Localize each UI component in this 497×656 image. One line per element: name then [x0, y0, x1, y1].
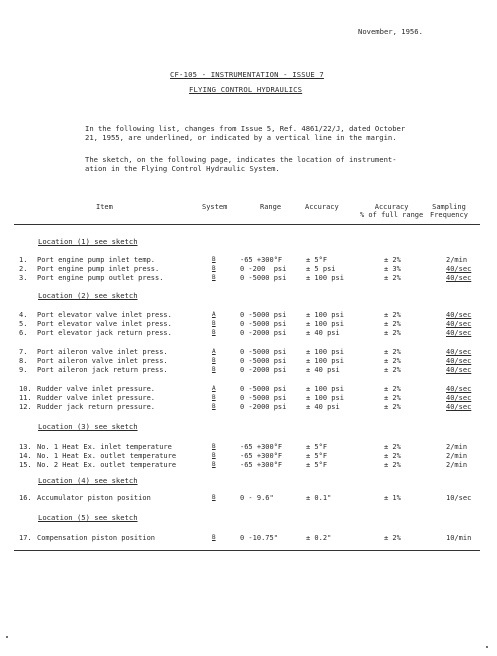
row-full-range: ± 2%	[384, 320, 401, 328]
row-range: 0 -5000 psi	[240, 394, 287, 402]
row-item: No. 1 Heat Ex. outlet temperature	[37, 452, 177, 460]
row-sampling: 40/sec	[446, 366, 472, 374]
row-number: 15.	[19, 461, 32, 469]
row-accuracy: ± 100 psi	[306, 320, 344, 328]
document-date: November, 1956.	[358, 27, 423, 36]
row-sampling: 2/min	[446, 443, 468, 451]
row-accuracy: ± 5°F	[306, 443, 328, 451]
row-full-range: ± 2%	[384, 274, 401, 282]
scan-speck	[6, 636, 8, 638]
row-full-range: ± 2%	[384, 534, 401, 542]
row-range: 0 -2000 psi	[240, 366, 287, 374]
location-3-label: Location (3) see sketch	[38, 422, 138, 431]
row-full-range: ± 2%	[384, 394, 401, 402]
row-number: 4.	[19, 311, 28, 319]
header-system: System	[202, 203, 228, 211]
row-sampling: 10/min	[446, 534, 472, 542]
scan-speck	[486, 646, 488, 648]
location-1-label: Location (1) see sketch	[38, 237, 138, 246]
row-accuracy: ± 40 psi	[306, 403, 340, 411]
row-number: 1.	[19, 256, 28, 264]
sketch-note-paragraph: The sketch, on the following page, indicates the location of instrument- ation in the Flying Control Hydraulic System.	[85, 155, 397, 173]
row-accuracy: ± 40 psi	[306, 366, 340, 374]
location-5-label: Location (5) see sketch	[38, 513, 138, 522]
header-range: Range	[260, 203, 282, 211]
row-sampling: 40/sec	[446, 265, 472, 273]
row-system: B	[212, 452, 216, 459]
header-full-range: Accuracy % of full range	[360, 203, 424, 219]
row-range: 0 -2000 psi	[240, 329, 287, 337]
row-accuracy: ± 0.1"	[306, 494, 332, 502]
row-full-range: ± 2%	[384, 256, 401, 264]
row-system: A	[212, 385, 216, 392]
header-accuracy: Accuracy	[305, 203, 339, 211]
row-item: Port aileron jack return press.	[37, 366, 168, 374]
header-item: Item	[96, 203, 113, 211]
row-system: B	[212, 265, 216, 272]
row-item: Port aileron valve inlet press.	[37, 348, 168, 356]
row-sampling: 40/sec	[446, 329, 472, 337]
row-number: 14.	[19, 452, 32, 460]
row-full-range: ± 2%	[384, 366, 401, 374]
intro-paragraph: In the following list, changes from Issue 5, Ref. 4861/22/J, dated October 21, 1955, are underlined, or indicated by a vertical line in the margin.	[85, 124, 406, 142]
row-item: No. 2 Heat Ex. outlet temperature	[37, 461, 177, 469]
row-number: 8.	[19, 357, 28, 365]
row-sampling: 10/sec	[446, 494, 472, 502]
row-accuracy: ± 0.2"	[306, 534, 332, 542]
row-system: A	[212, 348, 216, 355]
row-accuracy: ± 40 psi	[306, 329, 340, 337]
row-sampling: 40/sec	[446, 320, 472, 328]
row-full-range: ± 2%	[384, 357, 401, 365]
row-accuracy: ± 100 psi	[306, 385, 344, 393]
row-sampling: 2/min	[446, 452, 468, 460]
row-system: B	[212, 394, 216, 401]
row-number: 6.	[19, 329, 28, 337]
row-range: 0 -2000 psi	[240, 403, 287, 411]
row-range: 0 - 9.6"	[240, 494, 274, 502]
row-item: Port elevator valve inlet press.	[37, 311, 172, 319]
row-item: Rudder valve inlet pressure.	[37, 385, 156, 393]
document-subtitle: FLYING CONTROL HYDRAULICS	[189, 85, 303, 94]
row-accuracy: ± 100 psi	[306, 357, 344, 365]
row-range: 0 -5000 psi	[240, 311, 287, 319]
row-system: A	[212, 311, 216, 318]
location-2-label: Location (2) see sketch	[38, 291, 138, 300]
row-range: -65 +300°F	[240, 443, 283, 451]
row-full-range: ± 2%	[384, 348, 401, 356]
row-full-range: ± 2%	[384, 452, 401, 460]
row-item: Port aileron valve inlet press.	[37, 357, 168, 365]
row-number: 17.	[19, 534, 32, 542]
row-sampling: 2/min	[446, 461, 468, 469]
row-sampling: 40/sec	[446, 403, 472, 411]
row-range: 0 -10.75"	[240, 534, 278, 542]
row-number: 11.	[19, 394, 32, 402]
row-sampling: 2/min	[446, 256, 468, 264]
row-number: 12.	[19, 403, 32, 411]
row-number: 7.	[19, 348, 28, 356]
row-sampling: 40/sec	[446, 357, 472, 365]
row-number: 16.	[19, 494, 32, 502]
row-system: B	[212, 274, 216, 281]
row-full-range: ± 2%	[384, 403, 401, 411]
row-system: B	[212, 357, 216, 364]
row-sampling: 40/sec	[446, 385, 472, 393]
row-system: B	[212, 256, 216, 263]
row-accuracy: ± 100 psi	[306, 348, 344, 356]
document-title: CF-105 - INSTRUMENTATION - ISSUE 7	[170, 70, 324, 79]
row-sampling: 40/sec	[446, 348, 472, 356]
location-4-label: Location (4) see sketch	[38, 476, 138, 485]
row-item: Port engine pump outlet press.	[37, 274, 164, 282]
row-item: No. 1 Heat Ex. inlet temperature	[37, 443, 172, 451]
row-item: Accumulator piston position	[37, 494, 151, 502]
row-accuracy: ± 5°F	[306, 452, 328, 460]
header-sampling: Sampling Frequency	[430, 203, 468, 219]
row-range: -65 +300°F	[240, 256, 283, 264]
row-item: Port engine pump inlet temp.	[37, 256, 156, 264]
row-system: B	[212, 443, 216, 450]
row-accuracy: ± 100 psi	[306, 311, 344, 319]
row-number: 13.	[19, 443, 32, 451]
row-sampling: 40/sec	[446, 274, 472, 282]
row-system: B	[212, 403, 216, 410]
header-rule	[14, 224, 480, 225]
row-full-range: ± 2%	[384, 443, 401, 451]
row-item: Rudder valve inlet pressure.	[37, 394, 156, 402]
row-item: Port elevator jack return press.	[37, 329, 172, 337]
row-item: Port engine pump inlet press.	[37, 265, 160, 273]
footer-rule	[14, 550, 480, 551]
row-number: 10.	[19, 385, 32, 393]
row-range: 0 -5000 psi	[240, 348, 287, 356]
row-system: B	[212, 366, 216, 373]
row-sampling: 40/sec	[446, 394, 472, 402]
row-full-range: ± 2%	[384, 311, 401, 319]
row-accuracy: ± 5°F	[306, 461, 328, 469]
row-range: 0 -5000 psi	[240, 357, 287, 365]
row-system: B	[212, 320, 216, 327]
row-number: 3.	[19, 274, 28, 282]
row-full-range: ± 2%	[384, 461, 401, 469]
row-accuracy: ± 100 psi	[306, 394, 344, 402]
row-full-range: ± 1%	[384, 494, 401, 502]
row-range: 0 -200 psi	[240, 265, 287, 273]
row-range: 0 -5000 psi	[240, 385, 287, 393]
row-full-range: ± 3%	[384, 265, 401, 273]
row-range: -65 +300°F	[240, 452, 283, 460]
row-full-range: ± 2%	[384, 385, 401, 393]
row-number: 9.	[19, 366, 28, 374]
row-system: B	[212, 329, 216, 336]
row-system: B	[212, 461, 216, 468]
row-sampling: 40/sec	[446, 311, 472, 319]
row-range: 0 -5000 psi	[240, 320, 287, 328]
row-item: Port elevator valve inlet press.	[37, 320, 172, 328]
row-number: 2.	[19, 265, 28, 273]
row-full-range: ± 2%	[384, 329, 401, 337]
row-accuracy: ± 100 psi	[306, 274, 344, 282]
row-item: Compensation piston position	[37, 534, 156, 542]
row-number: 5.	[19, 320, 28, 328]
row-accuracy: ± 5°F	[306, 256, 328, 264]
row-accuracy: ± 5 psi	[306, 265, 336, 273]
row-system: B	[212, 494, 216, 501]
row-range: 0 -5000 psi	[240, 274, 287, 282]
row-range: -65 +300°F	[240, 461, 283, 469]
row-item: Rudder jack return pressure.	[37, 403, 156, 411]
row-system: B	[212, 534, 216, 541]
